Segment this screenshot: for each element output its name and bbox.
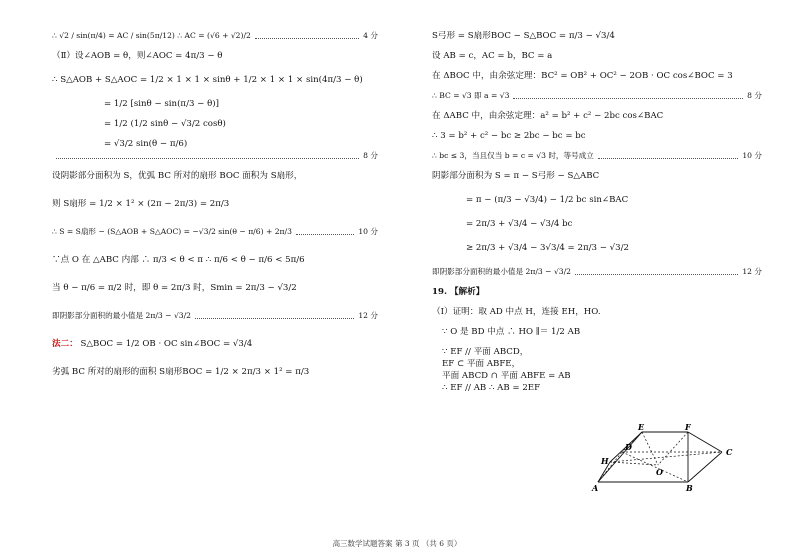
method-two-tag: 法二： — [52, 339, 78, 349]
score-10-right: 10 分 — [742, 151, 762, 160]
bc-value: ∴ BC = √3 即 a = √3 8 分 — [432, 91, 762, 100]
area-step-2: = 1/2 (1/2 sinθ − √3/2 cosθ) — [104, 119, 226, 129]
eq-ac: ∴ √2 / sin(π/4) = AC / sin(5π/12) ∴ AC = (√6 + √2)/2 4 分 — [52, 31, 378, 40]
sector-area: 则 S扇形 = 1/2 × 1² × (2π − 2π/3) = 2π/3 — [52, 199, 230, 209]
method-two-line — [52, 338, 378, 350]
area-sum: ∴ S△AOB + S△AOC = 1/2 × 1 × 1 × sinθ + 1/2 × 1 × 1 × sin(4π/3 − θ) — [52, 75, 363, 85]
label-e: E — [638, 422, 645, 432]
label-h: H — [601, 456, 609, 466]
bc-bound: ∴ bc ≤ 3，当且仅当 b = c = √3 时，等号成立 10 分 — [432, 151, 762, 160]
cosine-law-boc: 在 ΔBOC 中，由余弦定理：BC² = OB² + OC² − 2OB · OC cos∠BOC = 3 — [432, 71, 733, 81]
label-c: C — [726, 447, 733, 457]
proof-step-2: ∵ EF // 平面 ABCD， — [442, 347, 529, 357]
segment-area: S弓形 = S扇形BOC − S△BOC = π/3 − √3/4 — [432, 31, 615, 41]
shadow-area-expr: ∴ S = S扇形 − (S△AOB + S△AOC) = −√3/2 sin(θ − π/6) + 2π/3 10 分 — [52, 227, 378, 236]
page-footer: 高三数学试题答案 第 3 页 （共 6 页） — [332, 539, 462, 548]
proof-intro: （Ⅰ）证明：取 AD 中点 H，连接 EH，HO. — [432, 307, 601, 317]
geometry-figure — [590, 420, 750, 500]
label-d: D — [625, 442, 632, 452]
prism-diagram — [590, 420, 750, 500]
score-12-right: 12 分 — [742, 267, 762, 276]
method2-step-1: = π − (π/3 − √3/4) − 1/2 bc sin∠BAC — [466, 195, 629, 205]
score-10: 10 分 — [358, 227, 378, 236]
proof-step-1: ∵ O 是 BD 中点 ∴ HO ∥＝ 1/2 AB — [442, 327, 581, 337]
score-line-8 — [52, 150, 378, 162]
right-column — [432, 30, 762, 394]
proof-step-4: 平面 ABCD ∩ 平面 ABFE = AB — [442, 371, 571, 381]
area-step-1: = 1/2 [sinθ − sin(π/3 − θ)] — [104, 99, 219, 109]
score-8-right: 8 分 — [747, 91, 762, 100]
inequality: ∴ 3 = b² + c² − bc ≥ 2bc − bc = bc — [432, 131, 586, 141]
minor-sector-area: 劣弧 BC 所对的扇形的面积 S扇形BOC = 1/2 × 2π/3 × 1² = π/3 — [52, 367, 310, 377]
score-4: 4 分 — [363, 31, 378, 40]
cosine-law-abc: 在 ΔABC 中，由余弦定理：a² = b² + c² − 2bc cos∠BAC — [432, 111, 664, 121]
left-column — [52, 30, 378, 378]
method2-conclusion: 即阴影部分面积的最小值是 2π/3 − √3/2 12 分 — [432, 267, 762, 276]
shadow-area-def: 设阴影部分面积为 S，优弧 BC 所对的扇形 BOC 面积为 S扇形， — [52, 171, 303, 181]
method2-step-3: ≥ 2π/3 + √3/4 − 3√3/4 = 2π/3 − √3/2 — [466, 243, 629, 253]
part-2-setup: （Ⅱ）设∠AOB = θ，则∠AOC = 4π/3 − θ — [52, 51, 223, 61]
score-12: 12 分 — [358, 311, 378, 320]
shadow-area-method2: 阴影部分面积为 S = π − S弓形 − S△ABC — [432, 171, 600, 181]
proof-step-3: EF ⊂ 平面 ABFE， — [442, 359, 521, 369]
label-a: A — [592, 483, 599, 493]
theta-range: ∵点 O 在 △ABC 内部 ∴ π/3 < θ < π ∴ π/6 < θ − π/6 < 5π/6 — [52, 255, 305, 265]
triangle-boc-area: S△BOC = 1/2 OB · OC sin∠BOC = √3/4 — [80, 339, 253, 349]
label-o: O — [656, 467, 663, 477]
minimum-condition: 当 θ − π/6 = π/2 时，即 θ = 2π/3 时，Smin = 2π/3 − √3/2 — [52, 283, 297, 293]
minimum-conclusion: 即阴影部分面积的最小值是 2π/3 − √3/2 12 分 — [52, 311, 378, 320]
label-f: F — [685, 422, 691, 432]
score-8: 8 分 — [363, 151, 378, 160]
label-b: B — [686, 483, 693, 493]
area-step-3: = √3/2 sin(θ − π/6) — [104, 139, 188, 149]
side-names: 设 AB = c，AC = b，BC = a — [432, 51, 553, 61]
problem-19-heading: 19. 【解析】 — [432, 287, 485, 297]
method2-step-2: = 2π/3 + √3/4 − √3/4 bc — [466, 219, 573, 229]
proof-step-5: ∴ EF // AB ∴ AB = 2EF — [442, 383, 541, 393]
